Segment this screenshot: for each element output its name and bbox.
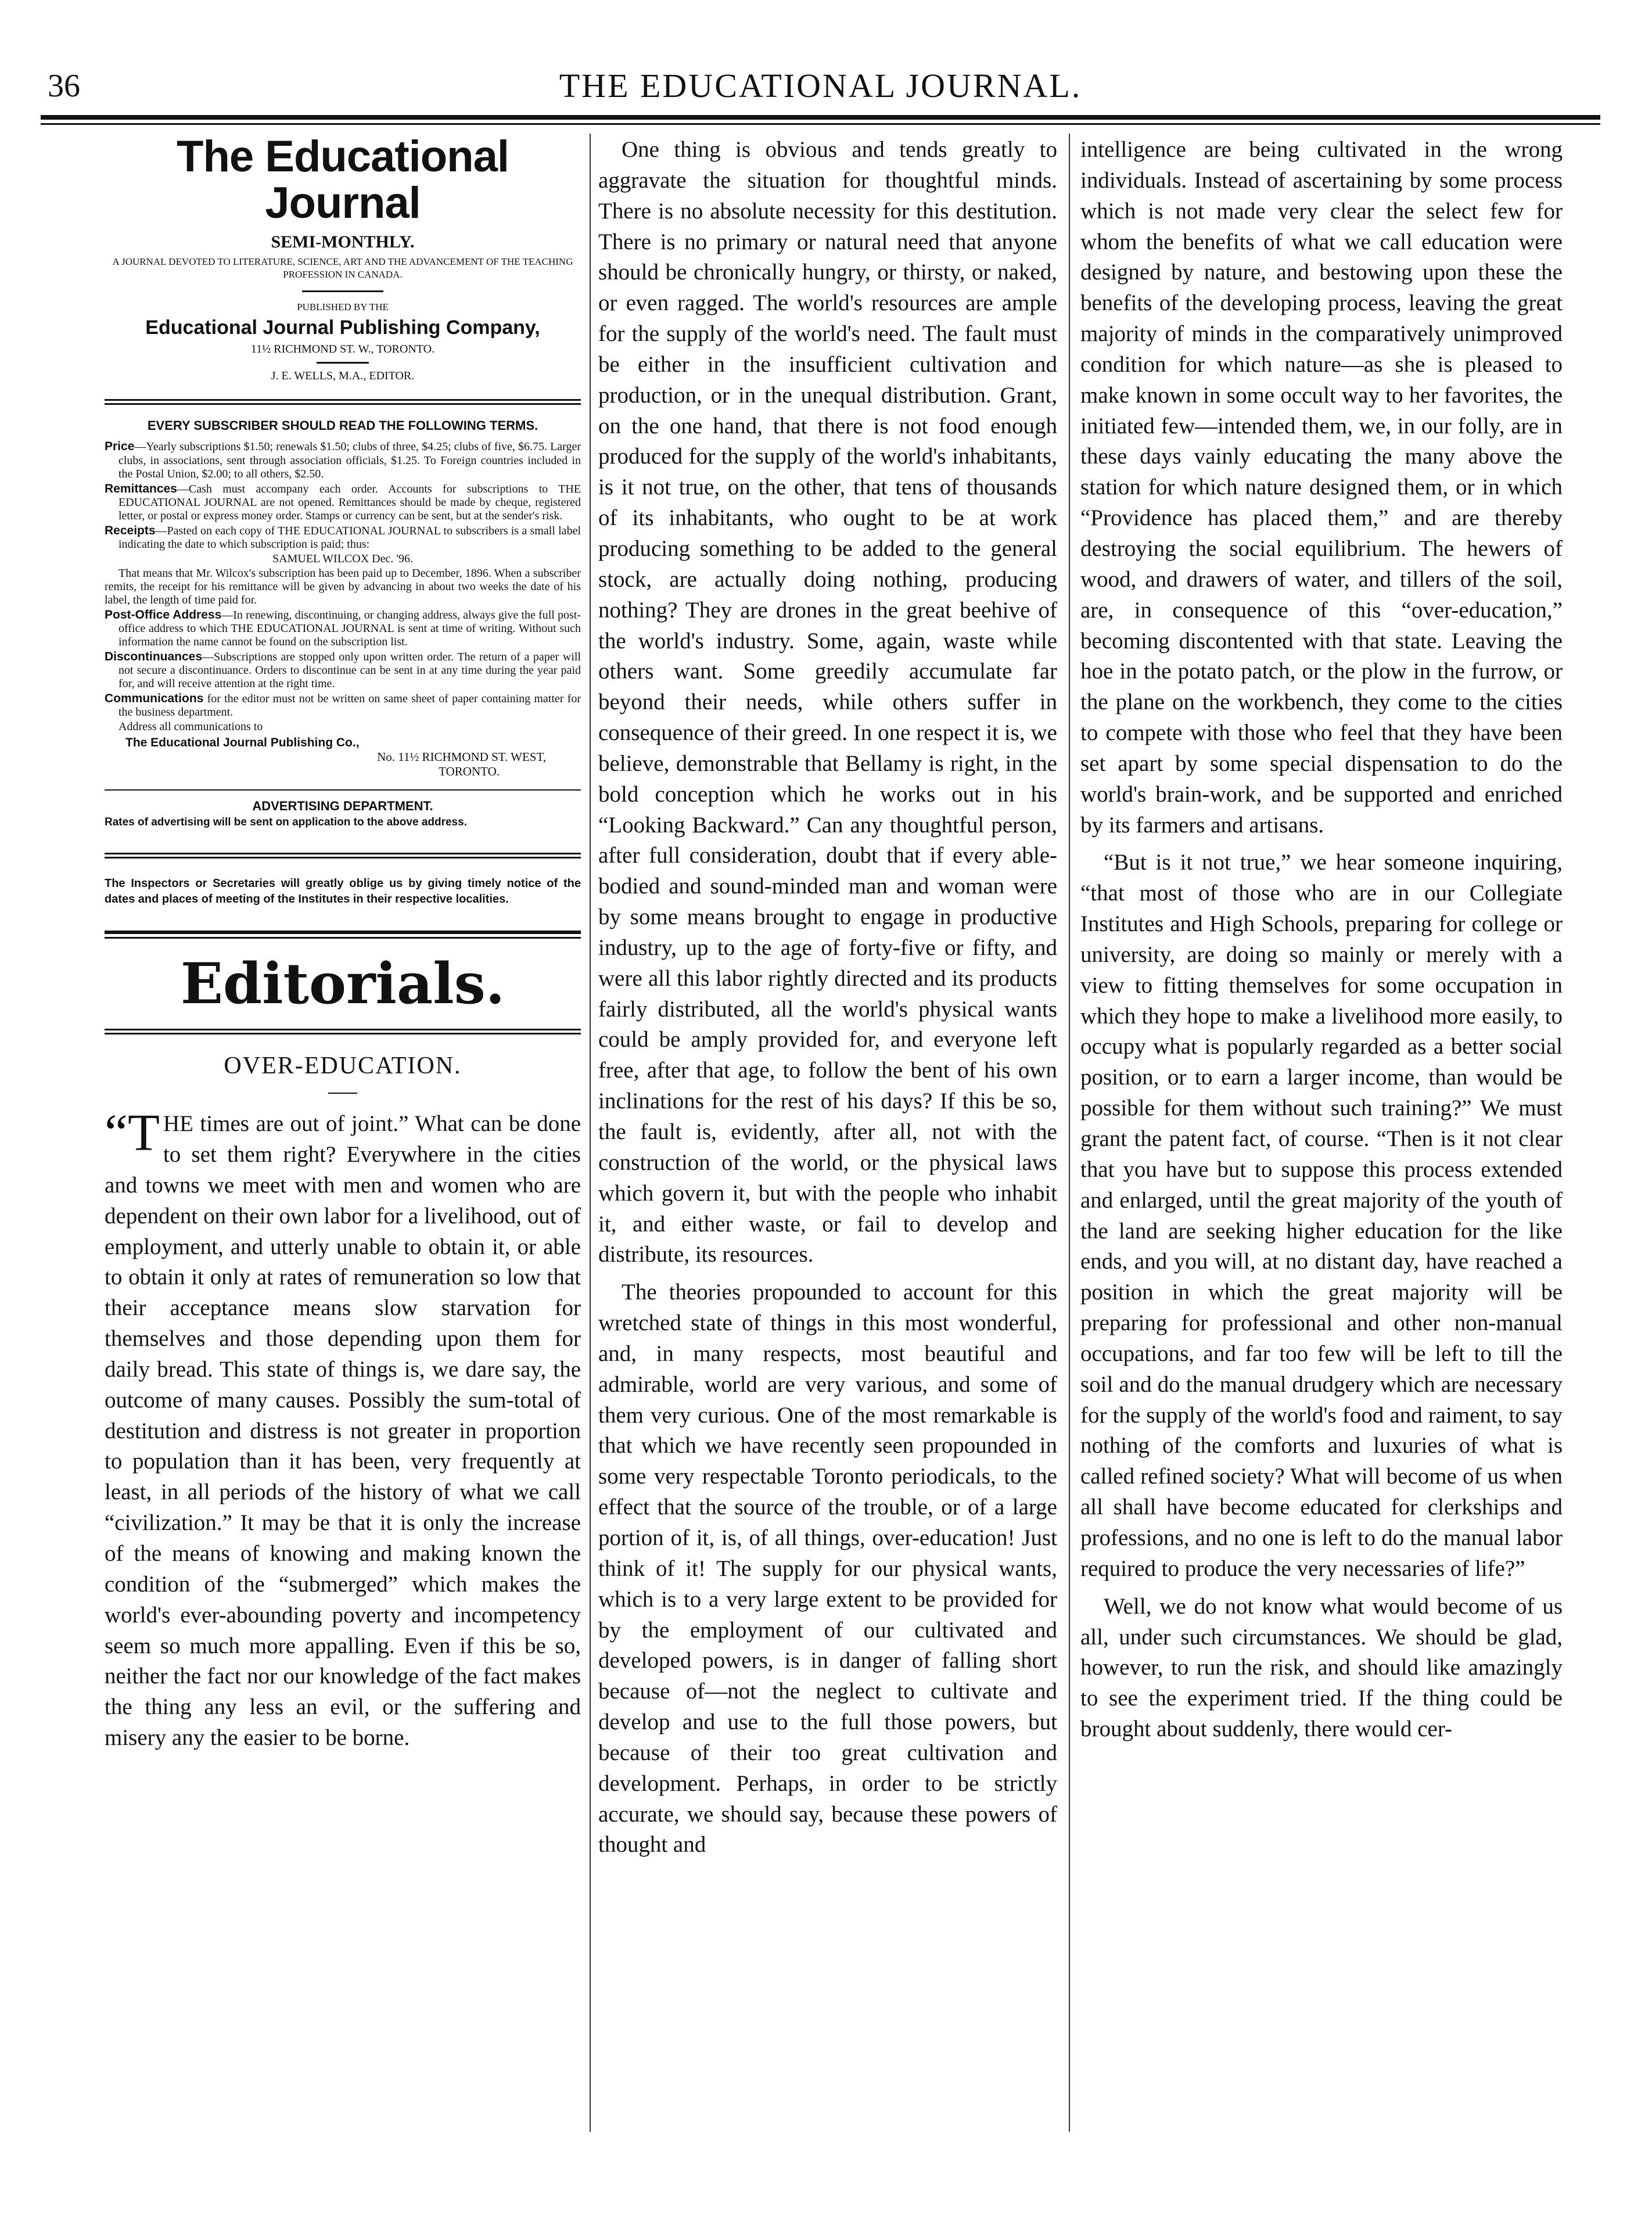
divider [317, 362, 369, 364]
article-paragraph: “T HE times are out of joint.” What can be done to set them right? Everywhere in the cities and towns we meet with men and women who are dependent on their own labor for a livelihood, out of employment, and utterly unable to obtain it, or able to obtain it only at rates of remuneration so low that their acceptance means slow starvation for themselves and those depending upon them for daily bread. This state of things is, we dare say, the outcome of many causes. Possibly the sum-total of destitution and distress is not greater in proportion to population than it has been, very frequently at least, in all periods of the history of what we call “civilization.” It may be that it is only the increase of the means of knowing and making known the condition of the “submerged” which makes the world's ever-abounding poverty and incompetency seem so much more appalling. Even if this be so, neither the fact nor our knowledge of the fact makes the thing any less an evil, or the suffering and misery any the easier to be borne. [105, 1104, 581, 1751]
masthead-title: The Educational Journal [177, 132, 509, 228]
column-two [598, 135, 1057, 1860]
column-divider [590, 134, 591, 2132]
column-three [1080, 135, 1563, 1745]
editorials-heading: Editorials. [180, 951, 505, 1017]
double-rule [105, 1029, 581, 1035]
article-paragraph: The theories propounded to account for this wretched state of things in this most wonderful, and, in many respects, most beautiful and admirable, world are very various, and some of them very curious. One of the most remarkable is that which we have recently seen propounded in some very respectable Toronto periodicals, to the effect that the source of the trouble, or of a large portion of it, is, of all things, over-education! Just think of it! The supply for our physical wants, which is to a very large extent to be provided for by the employment of our cultivated and developed powers, is in danger of falling short because of—not the neglect to cultivate and develop and use to the full those powers, but because of their too great cultivation and development. Perhaps, in order to be strictly accurate, we should say, because these powers of thought and [598, 1280, 1057, 1858]
address-company: The Educational Journal Publishing Co., [125, 736, 360, 750]
address-street: No. 11½ RICHMOND ST. WEST, [377, 750, 546, 764]
terms-receipt-sample: SAMUEL WILCOX Dec. '96. [272, 552, 413, 565]
published-by: PUBLISHED BY THE [297, 301, 389, 313]
article-body-col2 [598, 135, 1057, 1860]
double-rule [105, 853, 581, 859]
column-divider [1069, 134, 1070, 2132]
article-body-col3 [1080, 135, 1563, 1745]
masthead-frequency: SEMI-MONTHLY. [271, 232, 415, 252]
divider [302, 290, 383, 292]
terms-receipt-explain: That means that Mr. Wilcox's subscription has been paid up to December, 1896. When a subscriber remits, the receipt for his remittance will be given by advancing in about two weeks the date of his label, the length of time paid for. [105, 566, 581, 606]
advertising-text: Rates of advertising will be sent on application to the above address. [105, 816, 467, 829]
double-rule [105, 931, 581, 939]
article-body-col1 [105, 1104, 581, 1754]
publisher-address: 11½ RICHMOND ST. W., TORONTO. [250, 342, 435, 355]
double-rule [105, 399, 581, 405]
inspectors-notice: The Inspectors or Secretaries will greatly oblige us by giving timely notice of the dates and places of meeting of the Institutes in their respective localities. [105, 877, 581, 906]
terms-block [105, 440, 581, 734]
divider [328, 1093, 357, 1094]
advertising-heading: ADVERTISING DEPARTMENT. [252, 799, 433, 814]
article-title: OVER-EDUCATION. [224, 1053, 462, 1080]
article-paragraph: intelligence are being cultivated in the wrong individuals. Instead of ascertaining by some process which is not made very clear the select few for whom the benefits of what we call education were designed by nature, and bestowing upon these the benefits of the developing process, leaving the great majority of minds in the comparatively unimproved condition for which nature—as she is pleased to make known in some occult way to her favorites, the initiated few—intended them, we, in our folly, are in these days vainly educating the many above the station for which nature designed them, or in which “Providence has placed them,” and are thereby destroying the social equilibrium. The hewers of wood, and drawers of water, and tillers of the soil, are, in consequence of this “over-education,” becoming discontented with that state. Leaving the hoe in the potato patch, or the plow in the furrow, or the plane on the workbench, they come to the cities to compete with those who feel that they have been set apart by some special dispensation to do the world's brain-work, and be supported and enriched by its farmers and artisans. [1080, 137, 1563, 838]
article-paragraph: One thing is obvious and tends greatly to aggravate the situation for thoughtful minds. There is no absolute necessity for this destitution. There is no primary or natural need that anyone should be chronically hungry, or thirsty, or naked, or even ragged. The world's resources are ample for the supply of the world's need. The fault must be either in the insufficient cultivation and production, or in the unequal distribution. Grant, on the one hand, that there is not food enough produced for the supply of the world's inhabitants, is it not true, on the other, that tens of thousands of its inhabitants, who ought to be at work producing something to be added to the general stock, are actually doing nothing, producing nothing? They are drones in the great beehive of the world's industry. Some, again, waste while others want. Some greedily accumulate far beyond their needs, while others suffer in consequence of their greed. In one respect it is, we believe, demonstrable that Bellamy is right, in the bold conception which he works out in his “Looking Backward.” Can any thoughtful person, after full consideration, doubt that if every able-bodied and sound-minded man and woman were by some means brought to engage in productive industry, up to the age of forty-five or fifty, and were all this labor rightly directed and its products fairly distributed, all the world's physical wants could be amply provided for, and everyone left free, after that age, to follow the bent of his own inclinations for the rest of his days? If this be so, the fault is, evidently, after all, not with the construction of the world, or the physical laws which govern it, but with the people who inhabit it, and either waste, or fail to develop and distribute, its resources. [598, 137, 1057, 1267]
terms-post-office: Post-Office Address—In renewing, discontinuing, or changing address, always give the full post-office address to which THE EDUCATIONAL JOURNAL is sent at time of writing. Without such information the name cannot be found on the subscription list. [105, 608, 581, 648]
terms-discontinuances: Discontinuances—Subscriptions are stopped only upon written order. The return of a paper will not secure a discontinuance. Orders to discontinue can be sent in at any time during the year paid for, and will receive attention at the right time. [105, 649, 581, 691]
masthead-description: A JOURNAL DEVOTED TO LITERATURE, SCIENCE, ART AND THE ADVANCEMENT OF THE TEACHING PROFESSION IN CANADA. [112, 256, 573, 280]
page-number: 36 [48, 68, 80, 104]
address-city: TORONTO. [439, 764, 500, 779]
terms-communications: Communications for the editor must not be written on same sheet of paper containing matter for the business department. [105, 692, 581, 719]
drop-cap: “T [105, 1104, 160, 1162]
terms-remittances: Remittances—Cash must accompany each order. Accounts for subscriptions to THE EDUCATIONAL JOURNAL are not opened. Remittances should be made by cheque, registered letter, or postal or express money order. Stamps or currency can be sent, but at the sender's risk. [105, 482, 581, 522]
running-head: THE EDUCATIONAL JOURNAL. [559, 67, 1082, 105]
terms-address-all: Address all communications to [118, 720, 263, 734]
article-paragraph: “But is it not true,” we hear someone inquiring, “that most of those who are in our Collegiate Institutes and High Schools, preparing for college or university, are doing so mainly or merely with a view to fitting themselves for some occupation in which they hope to make a livelihood more easily, to occupy what is popularly regarded as a better social position, or to earn a larger income, than would be possible for them without such training?” We must grant the patent fact, of course. “Then is it not clear that you have but to suppose this process extended and enlarged, until the great majority of the youth of the land are seeking higher education for the like ends, and you will, at no distant day, have reached a position in which the great majority will be preparing for professional and other non-manual occupations, and far too few will be left to till the soil and do the manual drudgery which are necessary for the supply of the world's food and raiment, to say nothing of the comforts and luxuries of what is called refined society? What will become of us when all shall have become educated for clerkships and professions, and no one is left to do the manual labor required to produce the very necessaries of life?” [1080, 850, 1563, 1581]
header-rule [41, 115, 1600, 120]
terms-receipts: Receipts—Pasted on each copy of THE EDUCATIONAL JOURNAL to subscribers is a small label indicating the date to which subscription is paid; thus: [105, 523, 581, 551]
article-paragraph: Well, we do not know what would become of us all, under such circumstances. We should be glad, however, to run the risk, and should like amazingly to see the experiment tried. If the thing could be brought about suddenly, there would cer- [1080, 1593, 1563, 1742]
publisher-name: Educational Journal Publishing Company, [145, 316, 540, 339]
editor-name: J. E. WELLS, M.A., EDITOR. [271, 369, 415, 382]
terms-heading: EVERY SUBSCRIBER SHOULD READ THE FOLLOWING TERMS. [147, 418, 538, 433]
page-header [41, 64, 1600, 116]
header-rule-thin [41, 123, 1600, 125]
divider [105, 789, 581, 791]
terms-price: Price—Yearly subscriptions $1.50; renewals $1.50; clubs of three, $4.25; clubs of five, $6.75. Larger clubs, in associations, sent through association officials, $1.25. To Foreign countries included in the Postal Union, $2.00; to all others, $2.50. [105, 440, 581, 480]
column-one [105, 134, 581, 1754]
